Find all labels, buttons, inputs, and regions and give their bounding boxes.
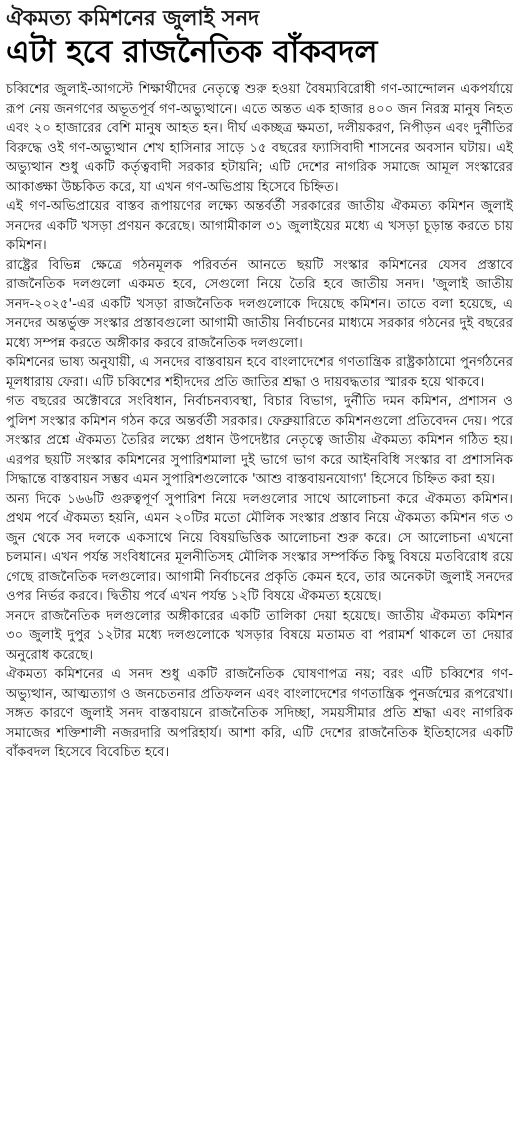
paragraph-6: অন্য দিকে ১৬৬টি গুরুত্বপূর্ণ সুপারিশ নিয়ে দলগুলোর সাথে আলোচনা করে ঐকমত্য কমিশন। প্রথম পর্বে ঐকমত্য হয়নি, এমন ২০টির মতো মৌলিক সংস্কার প্রস্তাব নিয়ে ঐকমত্য কমিশন গত ৩ জুন থেকে সব দলকে একসাথে নিয়ে বিষয়ভিত্তিক আলোচনা শুরু করে। সে আলোচনা এখনো চলমান। এখন পর্যন্ত সংবিধানের মূলনীতিসহ মৌলিক সংস্কার সম্পর্কিত কিছু বিষয়ে মতবিরোধ রয়ে গেছে রাজনৈতিক দলগুলোর। আগামী নির্বাচনের প্রকৃতি কেমন হবে, তার অনেকটা জুলাই সনদের ওপর নির্ভর করবে। দ্বিতীয় পর্বে এখন পর্যন্ত ১২টি বিষয়ে ঐকমত্য হয়েছে। xyxy=(6,491,513,604)
paragraph-7: সনদে রাজনৈতিক দলগুলোর অঙ্গীকারের একটি তালিকা দেয়া হয়েছে। জাতীয় ঐকমত্য কমিশন ৩০ জুলাই দুপুর ১২টার মধ্যে দলগুলোকে খসড়ার বিষয়ে মতামত বা পরামর্শ থাকলে তা দেয়ার অনুরোধ করেছে। xyxy=(6,608,513,663)
editorial-article xyxy=(6,4,513,763)
paragraph-8: ঐকমত্য কমিশনের এ সনদ শুধু একটি রাজনৈতিক ঘোষণাপত্র নয়; বরং এটি চব্বিশের গণ-অভ্যুত্থান, আত্মত্যাগ ও জনচেতনার প্রতিফলন এবং বাংলাদেশের গণতান্ত্রিক পুনর্জন্মের রূপরেখা। সঙ্গত কারণে জুলাই সনদ বাস্তবায়নে রাজনৈতিক সদিচ্ছা, সময়সীমার প্রতি শ্রদ্ধা এবং নাগরিক সমাজের শক্তিশালী নজরদারি অপরিহার্য। আশা করি, এটি দেশের রাজনৈতিক ইতিহাসের একটি বাঁকবদল হিসেবে বিবেচিত হবে। xyxy=(6,667,513,760)
paragraph-1: চব্বিশের জুলাই-আগস্টে শিক্ষার্থীদের নেতৃত্বে শুরু হওয়া বৈষম্যবিরোধী গণ-আন্দোলন একপর্যায়ে রূপ নেয় জনগণের অভূতপূর্ব গণ-অভ্যুত্থানে। এতে অন্তত এক হাজার ৪০০ জন নিরস্ত্র মানুষ নিহত এবং ২০ হাজারের বেশি মানুষ আহত হন। দীর্ঘ একচ্ছত্র ক্ষমতা, দলীয়করণ, নিপীড়ন এবং দুর্নীতির বিরুদ্ধে ওই গণ-অভ্যুত্থান শেখ হাসিনার সাড়ে ১৫ বছরের ফ্যাসিবাদী শাসনের অবসান ঘটায়। এই অভ্যুত্থান শুধু একটি কর্তৃত্ববাদী সরকার হটায়নি; এটি দেশের নাগরিক সমাজে আমূল সংস্কারের আকাঙ্ক্ষা উচ্চকিত করে, যা এখন গণ-অভিপ্রায় হিসেবে চিহ্নিত। xyxy=(6,82,514,195)
headline: এটা হবে রাজনৈতিক বাঁকবদল xyxy=(6,34,378,70)
paragraph-5: গত বছরের অক্টোবরে সংবিধান, নির্বাচনব্যবস্থা, বিচার বিভাগ, দুর্নীতি দমন কমিশন, প্রশাসন ও পুলিশ সংস্কার কমিশন গঠন করে অন্তর্বর্তী সরকার। ফেব্রুয়ারিতে কমিশনগুলো প্রতিবেদন দেয়। পরে সংস্কার প্রশ্নে ঐকমত্য তৈরির লক্ষ্যে প্রধান উপদেষ্টার নেতৃত্বে জাতীয় ঐকমত্য কমিশন গঠিত হয়। এরপর ছয়টি সংস্কার কমিশনের সুপারিশমালা দুই ভাগে ভাগ করে আইনবিধি সংস্কার বা প্রশাসনিক সিদ্ধান্তে বাস্তবায়ন সম্ভব এমন সুপারিশগুলোকে 'আশু বাস্তবায়নযোগ্য' হিসেবে চিহ্নিত করা হয়। xyxy=(6,394,513,487)
paragraph-3: রাষ্ট্রের বিভিন্ন ক্ষেত্রে গঠনমূলক পরিবর্তন আনতে ছয়টি সংস্কার কমিশনের যেসব প্রস্তাবে রাজনৈতিক দলগুলো একমত হবে, সেগুলো নিয়ে তৈরি হবে জাতীয় সনদ। 'জুলাই জাতীয় সনদ-২০২৫'-এর একটি খসড়া রাজনৈতিক দলগুলোকে দিয়েছে কমিশন। তাতে বলা হয়েছে, এ সনদের অন্তর্ভুক্ত সংস্কার প্রস্তাবগুলো আগামী জাতীয় নির্বাচনের মাধ্যমে সরকার গঠনের দুই বছরের মধ্যে সম্পন্ন করতে অঙ্গীকার করবে রাজনৈতিক দলগুলো। xyxy=(6,257,513,351)
kicker: ঐকমত্য কমিশনের জুলাই সনদ xyxy=(6,6,260,30)
paragraph-2: এই গণ-অভিপ্রায়ের বাস্তব রূপায়ণের লক্ষ্যে অন্তর্বর্তী সরকারের জাতীয় ঐকমত্য কমিশন জুলাই সনদের একটি খসড়া প্রণয়ন করেছে। আগামীকাল ৩১ জুলাইয়ের মধ্যে এ খসড়া চূড়ান্ত করতে চায় কমিশন। xyxy=(6,199,513,253)
paragraph-4: কমিশনের ভাষ্য অনুযায়ী, এ সনদের বাস্তবায়ন হবে বাংলাদেশের গণতান্ত্রিক রাষ্ট্রকাঠামো পুনর্গঠনের মূলধারায় ফেরা। এটি চব্বিশের শহীদদের প্রতি জাতির শ্রদ্ধা ও দায়বদ্ধতার স্মারক হয়ে থাকবে। xyxy=(6,355,513,390)
article-body xyxy=(6,80,513,763)
